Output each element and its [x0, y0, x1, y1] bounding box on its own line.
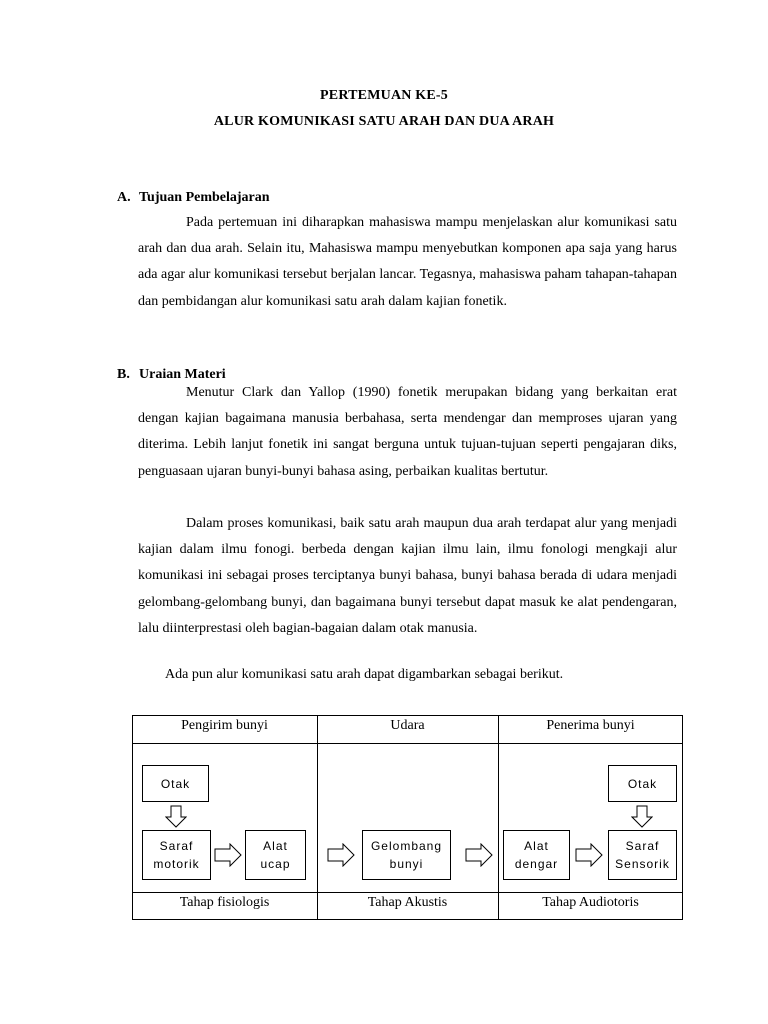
section-a-heading [117, 190, 270, 206]
box-otak-left-label: Otak [160, 776, 191, 791]
footer-fisiologis: Tahap fisiologis [179, 895, 270, 910]
section-b-paragraph-2 [138, 511, 677, 642]
section-a-title: Tujuan Pembelajaran [139, 190, 270, 205]
header-penerima: Penerima bunyi [546, 718, 635, 733]
communication-flow-diagram [132, 715, 683, 920]
header-divider [132, 743, 683, 744]
section-a-number: A. [117, 190, 131, 205]
page-title: PERTEMUAN KE-5 [320, 88, 448, 103]
section-b-para2-text: Dalam proses komunikasi, baik satu arah maupun dua arah terdapat alur yang menjadi kajian dalam ilmu fonogi. berbeda dengan kajian ilmu lain, ilmu fonologi mengkaji alur komunikasi ini sebagai proses terciptanya bunyi bahasa, bunyi bahasa berada di udara menjadi gelombang-gelombang bunyi, dan bagaimana bunyi tersebut dapat masuk ke alat pendengaran, lalu diinterprestasi oleh bagian-bagaian dalam otak manusia. [138, 516, 677, 636]
box-gelombang-bunyi [362, 830, 451, 880]
column-divider-2 [498, 715, 499, 920]
box-otak-right [608, 765, 677, 802]
page-subtitle: ALUR KOMUNIKASI SATU ARAH DAN DUA ARAH [213, 114, 555, 129]
section-b-paragraph-1 [138, 380, 677, 485]
section-b-paragraph-3: Ada pun alur komunikasi satu arah dapat digambarkan sebagai berikut. [165, 667, 564, 682]
box-saraf-motorik-line1: Saraf [159, 839, 194, 853]
box-alat-dengar-line2: dengar [514, 857, 559, 871]
arrow-right-4-icon [575, 843, 603, 867]
box-alat-ucap-line1: Alat [263, 839, 288, 853]
section-a-paragraph [138, 210, 677, 315]
footer-akustis: Tahap Akustis [367, 895, 448, 910]
box-gelombang-line2: bunyi [389, 857, 424, 871]
box-saraf-sensorik [608, 830, 677, 880]
box-saraf-sensorik-line2: Sensorik [615, 857, 670, 871]
box-otak-left [142, 765, 209, 802]
box-gelombang-line1: Gelombang [370, 839, 443, 853]
box-saraf-motorik [142, 830, 211, 880]
section-a-text: Pada pertemuan ini diharapkan mahasiswa mampu menjelaskan alur komunikasi satu arah dan dua arah. Selain itu, Mahasiswa mampu menyebutkan komponen apa saja yang harus ada agar alur komunikasi tersebut berjalan lancar. Tegasnya, mahasiswa paham tahapan-tahapan dan pembidangan alur komunikasi satu arah dalam kajian fonetik. [138, 215, 677, 309]
arrow-down-left-icon [165, 805, 187, 828]
footer-audiotoris: Tahap Audiotoris [542, 895, 639, 910]
box-saraf-motorik-line2: motorik [153, 857, 200, 871]
box-alat-ucap [245, 830, 306, 880]
arrow-right-2-icon [327, 843, 355, 867]
column-divider-1 [317, 715, 318, 920]
footer-divider [132, 892, 683, 893]
box-saraf-sensorik-line1: Saraf [625, 839, 660, 853]
diagram-frame [132, 715, 683, 920]
box-alat-dengar-line1: Alat [524, 839, 549, 853]
section-b-para1-text: Menutur Clark dan Yallop (1990) fonetik merupakan bidang yang berkaitan erat dengan kajian bagaimana manusia berbahasa, serta mendengar dan memproses ujaran yang diterima. Lebih lanjut fonetik ini sangat berguna untuk tujuan-tujuan seperti pengajaran diks, penguasaan ujaran bunyi-bunyi bahasa asing, perbaikan kualitas bertutur. [138, 385, 677, 479]
box-otak-right-label: Otak [627, 776, 658, 791]
section-b-number: B. [117, 367, 130, 382]
arrow-right-3-icon [465, 843, 493, 867]
header-pengirim: Pengirim bunyi [181, 718, 268, 733]
arrow-down-right-icon [631, 805, 653, 828]
section-b-title: Uraian Materi [139, 367, 226, 382]
box-alat-dengar [503, 830, 570, 880]
arrow-right-1-icon [214, 843, 242, 867]
header-udara: Udara [390, 718, 425, 733]
box-alat-ucap-line2: ucap [260, 857, 291, 871]
